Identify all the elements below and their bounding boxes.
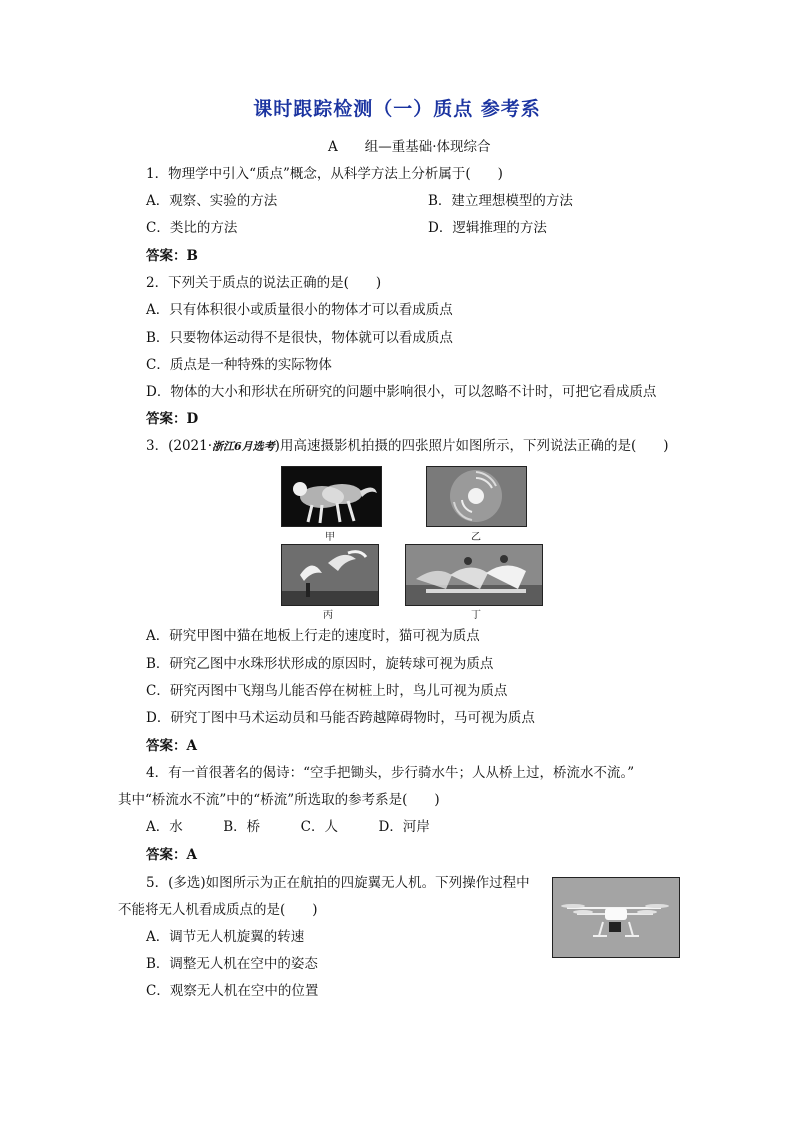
q1-stem: 1．物理学中引入“质点”概念，从科学方法上分析属于( ) <box>146 166 503 182</box>
q3-source: 浙江6月选考 <box>212 440 275 453</box>
q3-option-a: A．研究甲图中猫在地板上行走的速度时，猫可视为质点 <box>146 628 480 644</box>
q2-option-a: A．只有体积很小或质量很小的物体才可以看成质点 <box>146 302 453 318</box>
photo-horse <box>405 544 543 606</box>
q5-option-c: C．观察无人机在空中的位置 <box>146 983 319 999</box>
q4-stem-line1: 4．有一首很著名的偈诗：“空手把锄头，步行骑水牛；人从桥上过，桥流水不流。” <box>146 765 635 781</box>
caption-jia: 甲 <box>325 532 335 543</box>
q1-option-c: C．类比的方法 <box>146 220 238 236</box>
cat-image <box>282 467 381 526</box>
q2-option-d: D．物体的大小和形状在所研究的问题中影响很小，可以忽略不计时，可把它看成质点 <box>146 384 657 400</box>
q3-stem-text: )用高速摄影机拍摄的四张照片如图所示，下列说法正确的是( ) <box>274 438 669 454</box>
page-title: 课时跟踪检测（一）质点 参考系 <box>253 98 541 120</box>
horse-image <box>406 545 542 605</box>
q3-number: 3．(2021· <box>146 438 213 454</box>
photo-bird <box>281 544 379 606</box>
photo-cat <box>281 466 382 527</box>
q2-answer: 答案：D <box>146 411 199 427</box>
q4-options: A．水 B．桥 C．人 D．河岸 <box>146 819 430 835</box>
q3-option-b: B．研究乙图中水珠形状形成的原因时，旋转球可视为质点 <box>146 656 494 672</box>
q5-option-a: A．调节无人机旋翼的转速 <box>146 929 305 945</box>
q2-option-b: B．只要物体运动得不是很快，物体就可以看成质点 <box>146 330 453 346</box>
drone-image <box>553 878 679 957</box>
q5-option-b: B．调整无人机在空中的姿态 <box>146 956 318 972</box>
caption-bing: 丙 <box>323 610 333 621</box>
q5-stem-line1: 5．(多选)如图所示为正在航拍的四旋翼无人机。下列操作过程中 <box>146 875 530 891</box>
q2-stem: 2．下列关于质点的说法正确的是( ) <box>146 275 382 291</box>
caption-yi: 乙 <box>471 532 481 543</box>
photo-drone <box>552 877 680 958</box>
spinning-ball-image <box>427 467 526 526</box>
q1-option-a: A．观察、实验的方法 <box>146 193 278 209</box>
q1-answer: 答案：B <box>146 248 198 264</box>
bird-image <box>282 545 378 605</box>
q1-option-d: D．逻辑推理的方法 <box>428 220 547 236</box>
photo-ball <box>426 466 527 527</box>
q4-stem-line2: 其中“桥流水不流”中的“桥流”所选取的参考系是( ) <box>118 792 440 808</box>
q3-option-d: D．研究丁图中马术运动员和马能否跨越障碍物时，马可视为质点 <box>146 710 535 726</box>
q3-stem <box>146 437 668 456</box>
q5-stem-line2: 不能将无人机看成质点的是( ) <box>118 902 318 918</box>
q3-answer: 答案：A <box>146 738 197 754</box>
section-heading: A 组—重基础·体现综合 <box>328 139 491 155</box>
q3-option-c: C．研究丙图中飞翔鸟儿能否停在树桩上时，鸟儿可视为质点 <box>146 683 508 699</box>
q1-option-b: B．建立理想模型的方法 <box>428 193 573 209</box>
caption-ding: 丁 <box>471 610 481 621</box>
q2-option-c: C．质点是一种特殊的实际物体 <box>146 357 332 373</box>
q4-answer: 答案：A <box>146 847 197 863</box>
